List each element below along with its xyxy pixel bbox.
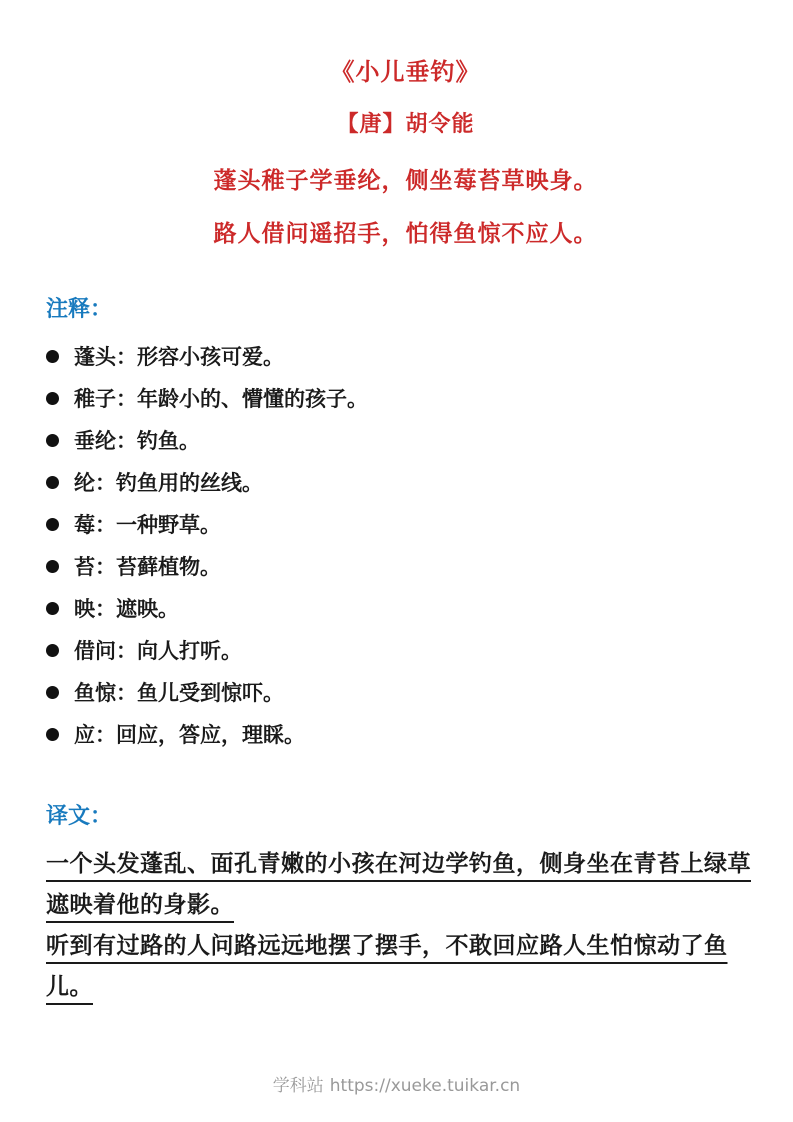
annotations-section bbox=[46, 292, 765, 755]
bullet-icon bbox=[46, 728, 59, 741]
bullet-icon bbox=[46, 644, 59, 657]
annotation-text: 纶：钓鱼用的丝线。 bbox=[74, 471, 263, 495]
annotation-item bbox=[46, 335, 765, 377]
annotation-text: 苔：苔藓植物。 bbox=[74, 555, 221, 579]
annotation-text: 垂纶：钓鱼。 bbox=[74, 429, 200, 453]
bullet-icon bbox=[46, 434, 59, 447]
annotation-text: 稚子：年龄小的、懵懂的孩子。 bbox=[74, 387, 368, 411]
poem-block bbox=[46, 52, 765, 248]
annotation-item bbox=[46, 629, 765, 671]
poem-lines bbox=[46, 162, 765, 248]
annotation-item bbox=[46, 461, 765, 503]
annotation-text: 蓬头：形容小孩可爱。 bbox=[74, 345, 284, 369]
bullet-icon bbox=[46, 686, 59, 699]
poem-line: 路人借问遥招手，怕得鱼惊不应人。 bbox=[213, 221, 598, 247]
page-footer bbox=[0, 1071, 793, 1096]
bullet-icon bbox=[46, 560, 59, 573]
annotation-text: 应：回应，答应，理睬。 bbox=[74, 723, 305, 747]
translation-paragraph: 听到有过路的人问路远远地摆了摆手，不敢回应路人生怕惊动了鱼儿。 bbox=[46, 933, 728, 1000]
bullet-icon bbox=[46, 392, 59, 405]
footer-site-label: 学科站 bbox=[272, 1076, 324, 1096]
annotation-text: 借问：向人打听。 bbox=[74, 639, 242, 663]
annotation-item bbox=[46, 671, 765, 713]
poem-author: 【唐】胡令能 bbox=[336, 112, 475, 137]
translation-heading: 译文： bbox=[46, 804, 113, 829]
annotation-item bbox=[46, 545, 765, 587]
poem-title: 《小儿垂钓》 bbox=[330, 58, 481, 86]
translation-paragraphs bbox=[46, 844, 765, 1008]
annotation-text: 莓：一种野草。 bbox=[74, 513, 221, 537]
annotation-item bbox=[46, 713, 765, 755]
bullet-icon bbox=[46, 350, 59, 363]
annotation-text: 映：遮映。 bbox=[74, 597, 179, 621]
annotation-item bbox=[46, 587, 765, 629]
translation-paragraph: 一个头发蓬乱、面孔青嫩的小孩在河边学钓鱼，侧身坐在青苔上绿草遮映着他的身影。 bbox=[46, 851, 751, 918]
annotation-item bbox=[46, 503, 765, 545]
annotations-heading: 注释： bbox=[46, 297, 113, 322]
bullet-icon bbox=[46, 476, 59, 489]
annotation-list bbox=[46, 335, 765, 755]
footer-url: https://xueke.tuikar.cn bbox=[329, 1076, 521, 1096]
translation-section bbox=[46, 799, 765, 1008]
annotation-item bbox=[46, 419, 765, 461]
annotation-text: 鱼惊：鱼儿受到惊吓。 bbox=[74, 681, 284, 705]
bullet-icon bbox=[46, 602, 59, 615]
bullet-icon bbox=[46, 518, 59, 531]
poem-line: 蓬头稚子学垂纶，侧坐莓苔草映身。 bbox=[213, 168, 598, 194]
annotation-item bbox=[46, 377, 765, 419]
